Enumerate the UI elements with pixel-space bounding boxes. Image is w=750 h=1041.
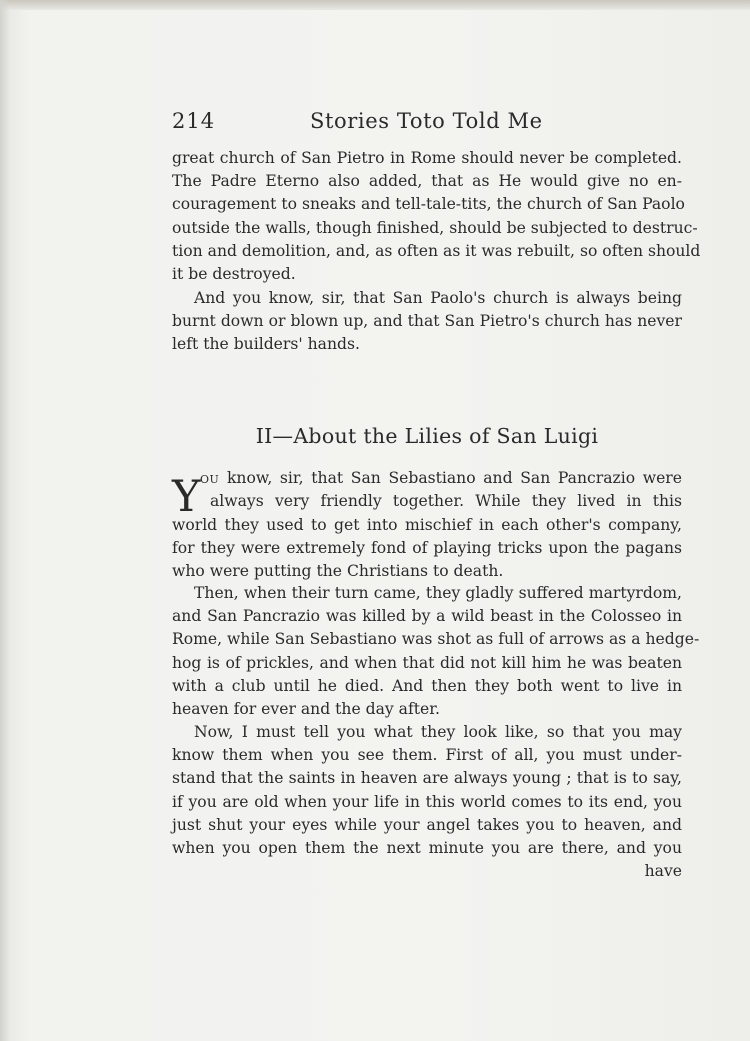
- opening-lines: [200, 467, 682, 513]
- text-line: know them when you see them. First of all, you must under-: [172, 746, 682, 765]
- paragraph: [172, 514, 682, 584]
- text-line: world they used to get into mischief in each other's company,: [172, 516, 682, 534]
- text-line: stand that the saints in heaven are always young ; that is to say,: [172, 769, 682, 788]
- text-line: burnt down or blown up, and that San Pietro's church has never: [172, 312, 682, 331]
- text-line: for they were extremely fond of playing tricks upon the pagans: [172, 539, 682, 558]
- text-line: Then, when their turn came, they gladly suffered martyrdom,: [194, 584, 682, 602]
- text-line: when you open them the next minute you are there, and you: [172, 838, 682, 857]
- text-line: [200, 467, 682, 490]
- running-title: Stories Toto Told Me: [310, 109, 543, 133]
- running-header: [172, 109, 682, 139]
- text-line: if you are old when your life in this world comes to its end, you: [172, 792, 682, 811]
- section-heading: II—About the Lilies of San Luigi: [255, 424, 599, 448]
- small-caps-word: ou: [200, 469, 220, 487]
- text-line: left the builders' hands.: [172, 335, 360, 354]
- text-line: couragement to sneaks and tell-tale-tits, the church of San Paolo: [172, 195, 685, 214]
- text-line: Rome, while San Sebastiano was shot as full of arrows as a hedge-: [172, 630, 700, 649]
- text-line: And you know, sir, that San Paolo's church is always being: [194, 289, 682, 307]
- text-line: The Padre Eterno also added, that as He would give no en-: [172, 172, 682, 191]
- page-gutter-shadow: [0, 0, 10, 1041]
- paragraph: [172, 721, 682, 883]
- text-line: outside the walls, though finished, should be subjected to destruc-: [172, 218, 698, 237]
- text-line: tion and demolition, and, as often as it was rebuilt, so often should: [172, 241, 701, 260]
- drop-cap: Y: [172, 472, 201, 522]
- page-top-edge: [0, 0, 750, 10]
- paragraph: [172, 582, 700, 721]
- text-line: hog is of prickles, and when that did not kill him he was beaten: [172, 653, 682, 672]
- page-number: 214: [172, 109, 216, 133]
- text-line: who were putting the Christians to death.: [172, 562, 504, 581]
- text-line: great church of San Pietro in Rome should never be completed.: [172, 149, 682, 167]
- text-line-rest: know, sir, that San Sebastiano and San Pancrazio were: [226, 469, 682, 487]
- continued-paragraph: [172, 147, 701, 286]
- catchword: have: [644, 862, 682, 881]
- text-line: and San Pancrazio was killed by a wild beast in the Colosseo in: [172, 607, 682, 626]
- text-line: just shut your eyes while your angel takes you to heaven, and: [172, 815, 682, 834]
- text-line: Now, I must tell you what they look like, so that you may: [194, 723, 682, 741]
- text-line: with a club until he died. And then they both went to live in: [172, 676, 682, 695]
- text-line: heaven for ever and the day after.: [172, 699, 440, 718]
- paragraph: [172, 287, 682, 357]
- text-line: it be destroyed.: [172, 264, 296, 283]
- text-line: always very friendly together. While they lived in this: [210, 492, 682, 511]
